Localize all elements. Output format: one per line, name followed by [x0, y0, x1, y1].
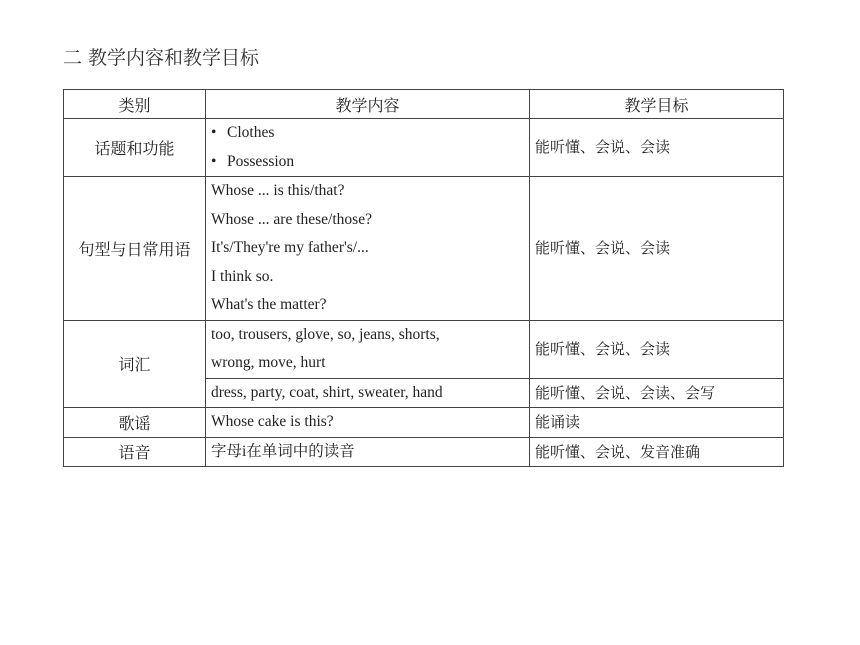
list-item-text: Clothes — [227, 124, 275, 141]
table-row — [64, 119, 784, 177]
content-line: 字母i在单词中的读音 — [211, 442, 355, 460]
content-line: dress, party, coat, shirt, sweater, hand — [211, 383, 443, 401]
row-content — [206, 320, 530, 378]
row-content — [206, 437, 530, 467]
row-goal: 能听懂、会说、会读 — [530, 177, 784, 321]
row-category: 话题和功能 — [64, 119, 206, 177]
table-row — [64, 177, 784, 321]
row-goal: 能听懂、会说、会读 — [530, 119, 784, 177]
table-header-row — [64, 90, 784, 119]
row-category: 语音 — [64, 437, 206, 467]
row-goal: 能听懂、会说、发音准确 — [530, 437, 784, 467]
row-content — [206, 177, 530, 321]
content-line: too, trousers, glove, so, jeans, shorts, — [211, 325, 440, 343]
content-line: wrong, move, hurt — [211, 354, 326, 371]
content-line: Whose ... are these/those? — [211, 210, 372, 228]
teaching-content-table — [63, 89, 784, 467]
table-row — [64, 437, 784, 467]
content-line: It's/They're my father's/... — [211, 239, 369, 256]
row-content — [206, 119, 530, 177]
content-line: Whose cake is this? — [211, 413, 334, 430]
row-goal: 能听懂、会说、会读 — [530, 320, 784, 378]
bullet-icon: • — [211, 152, 217, 170]
table-row — [64, 320, 784, 378]
header-content: 教学内容 — [206, 90, 530, 119]
header-category: 类别 — [64, 90, 206, 119]
list-item — [211, 148, 524, 177]
header-goal: 教学目标 — [530, 90, 784, 119]
row-category: 歌谣 — [64, 408, 206, 438]
content-line: Whose ... is this/that? — [211, 182, 345, 199]
list-item — [211, 119, 524, 148]
row-goal: 能诵读 — [530, 408, 784, 438]
content-line: I think so. — [211, 267, 274, 285]
section-heading: 二 教学内容和教学目标 — [63, 47, 260, 69]
table-row — [64, 408, 784, 438]
row-goal: 能听懂、会说、会读、会写 — [530, 378, 784, 408]
row-category: 句型与日常用语 — [64, 177, 206, 321]
row-content — [206, 378, 530, 408]
row-category: 词汇 — [64, 320, 206, 408]
list-item-text: Possession — [227, 152, 295, 170]
row-content — [206, 408, 530, 438]
content-line: What's the matter? — [211, 296, 327, 313]
bullet-icon: • — [211, 124, 217, 141]
